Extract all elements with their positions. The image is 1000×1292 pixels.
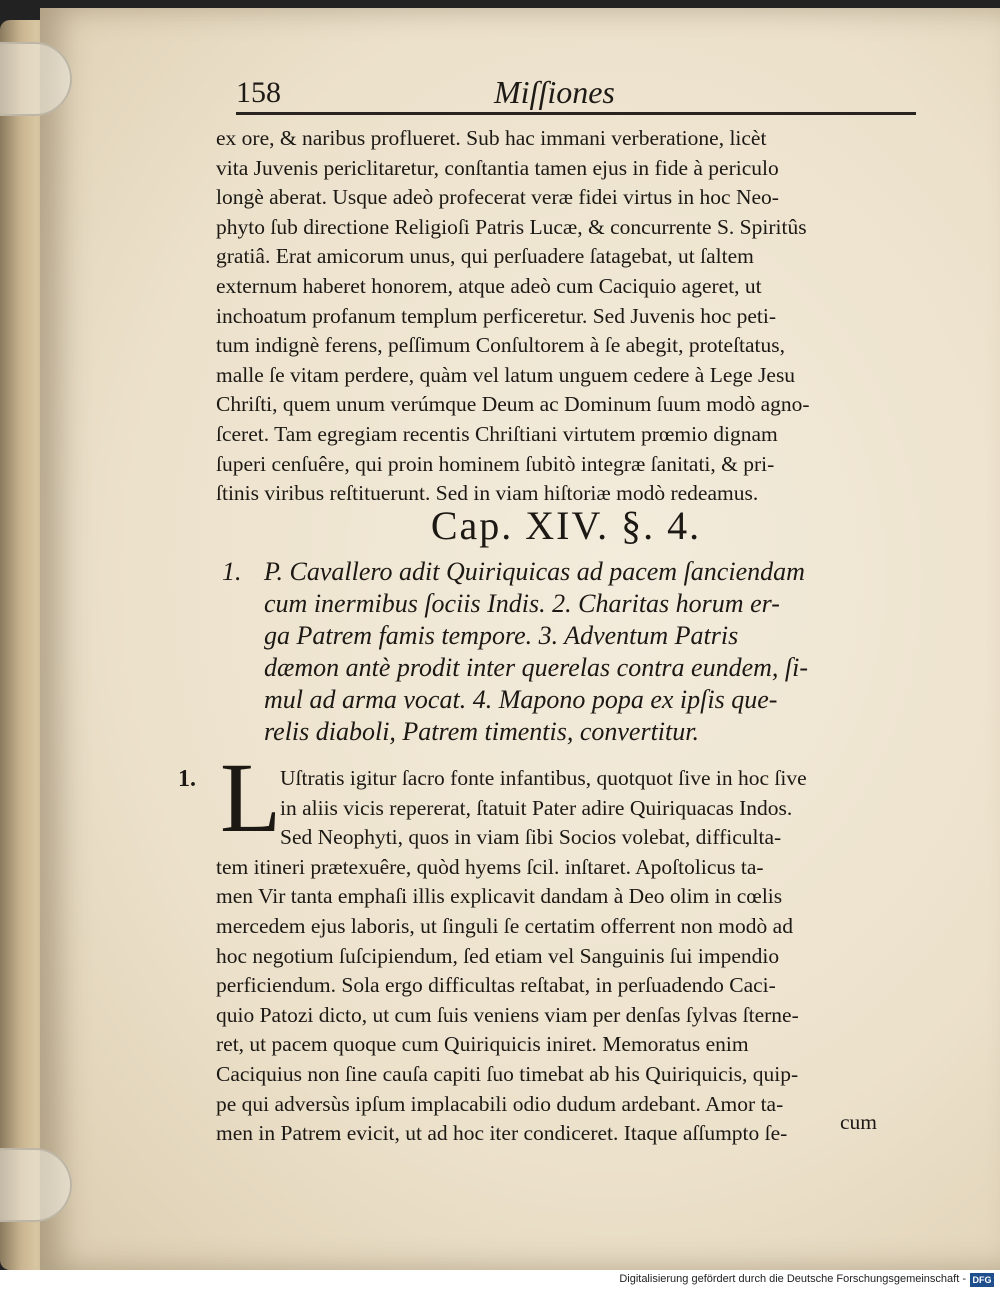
text-line: Chriſti, quem unum verúmque Deum ac Dominum ſuum modò agno-	[216, 392, 810, 417]
dfg-logo[interactable]: DFG	[970, 1273, 994, 1287]
text-line: tem itineri prætexuêre, quòd hyems ſcil. inſtaret. Apoſtolicus ta-	[216, 854, 764, 879]
text-line: men Vir tanta emphaſi illis explicavit dandam à Deo olim in cœlis	[216, 884, 783, 909]
footer-credit: Digitalisierung gefördert durch die Deutsche Forschungsgemeinschaft -	[619, 1273, 966, 1285]
text-line: perficiendum. Sola ergo difficultas reſtabat, in perſuadendo Caci-	[216, 973, 776, 998]
text-line: longè aberat. Usque adeò profecerat veræ fidei virtus in hoc Neo-	[216, 185, 779, 210]
text-line: externum haberet honorem, atque adeò cum Caciquio ageret, ut	[216, 273, 762, 298]
text-line: Uſtratis igitur ſacro fonte infantibus, quotquot ſive in hoc ſive	[280, 766, 807, 790]
chapter-heading: Cap. XIV. §. 4.	[430, 503, 702, 548]
page-clip-top	[0, 42, 72, 116]
text-line: in aliis vicis repererat, ſtatuit Pater adire Quiriquacas Indos.	[280, 795, 793, 820]
text-line: Caciquius non ſine cauſa capiti ſuo timebat ab his Quiriquicis, quip-	[216, 1061, 799, 1086]
catchword: cum	[840, 1110, 878, 1134]
text-line: ſtinis viribus reſtituerunt. Sed in viam hiſtoriæ modò redeamus.	[216, 481, 759, 506]
text-line: quio Patozi dicto, ut cum ſuis veniens viam per denſas ſylvas ſterne-	[216, 1002, 799, 1027]
summary-line: ga Patrem famis tempore. 3. Adventum Patris	[264, 621, 739, 650]
page-clip-bottom	[0, 1148, 72, 1222]
text-line: hoc negotium ſuſcipiendum, ſed etiam vel Sanguinis ſui impendio	[216, 943, 780, 968]
summary-line: mul ad arma vocat. 4. Mapono popa ex ipſis que-	[264, 685, 778, 714]
text-line: tum indignè ferens, peſſimum Conſultorem à ſe abegit, proteſtatus,	[216, 333, 786, 358]
section-number: 1.	[178, 766, 196, 792]
drop-cap-initial: L	[220, 742, 282, 853]
text-line: malle ſe vitam perdere, quàm vel latum unguem cedere à Lege Jesu	[216, 362, 796, 387]
body-text-bottom	[216, 764, 916, 1149]
text-line: ſceret. Tam egregiam recentis Chriſtiani virtutem prœmio dignam	[216, 421, 778, 446]
text-line: pe qui adversùs ipſum implacabili odio dudum ardebant. Amor ta-	[216, 1091, 784, 1116]
text-line: phyto ſub directione Religioſi Patris Lucæ, & concurrente S. Spiritûs	[216, 214, 807, 239]
summary-line: P. Cavallero adit Quiriquicas ad pacem ſanciendam	[264, 557, 805, 586]
summary-line: dæmon antè prodit inter querelas contra eundem, ſi-	[264, 653, 809, 682]
text-line: gratiâ. Erat amicorum unus, qui perſuadere ſatagebat, ut ſaltem	[216, 244, 754, 269]
text-line: ſuperi cenſuêre, qui proin hominem ſubitò integræ ſanitati, & pri-	[216, 451, 775, 476]
page-number: 158	[236, 76, 281, 109]
text-line: mercedem ejus laboris, ut ſinguli ſe certatim offerrent non modò ad	[216, 913, 793, 938]
chapter-summary	[222, 556, 916, 748]
running-head: Miſſiones	[494, 74, 615, 110]
text-line: inchoatum profanum templum perficeretur. Sed Juvenis hoc peti-	[216, 303, 777, 328]
summary-line: relis diaboli, Patrem timentis, convertitur.	[264, 717, 699, 746]
body-text-top	[216, 124, 916, 509]
page-header	[236, 72, 916, 115]
text-line: ret, ut pacem quoque cum Quiriquicis iniret. Memoratus enim	[216, 1032, 749, 1057]
text-line: men in Patrem evicit, ut ad hoc iter condiceret. Itaque aſſumpto ſe-	[216, 1121, 788, 1146]
footer-bar	[0, 1270, 1000, 1292]
text-line: Sed Neophyti, quos in viam ſibi Socios volebat, difficulta-	[280, 825, 782, 850]
text-line: ex ore, & naribus proflueret. Sub hac immani verberatione, licèt	[216, 126, 767, 150]
text-line: vita Juvenis periclitaretur, conſtantia tamen ejus in fide à periculo	[216, 155, 779, 180]
summary-line: cum inermibus ſociis Indis. 2. Charitas horum er-	[264, 589, 780, 618]
summary-number: 1.	[222, 557, 242, 586]
